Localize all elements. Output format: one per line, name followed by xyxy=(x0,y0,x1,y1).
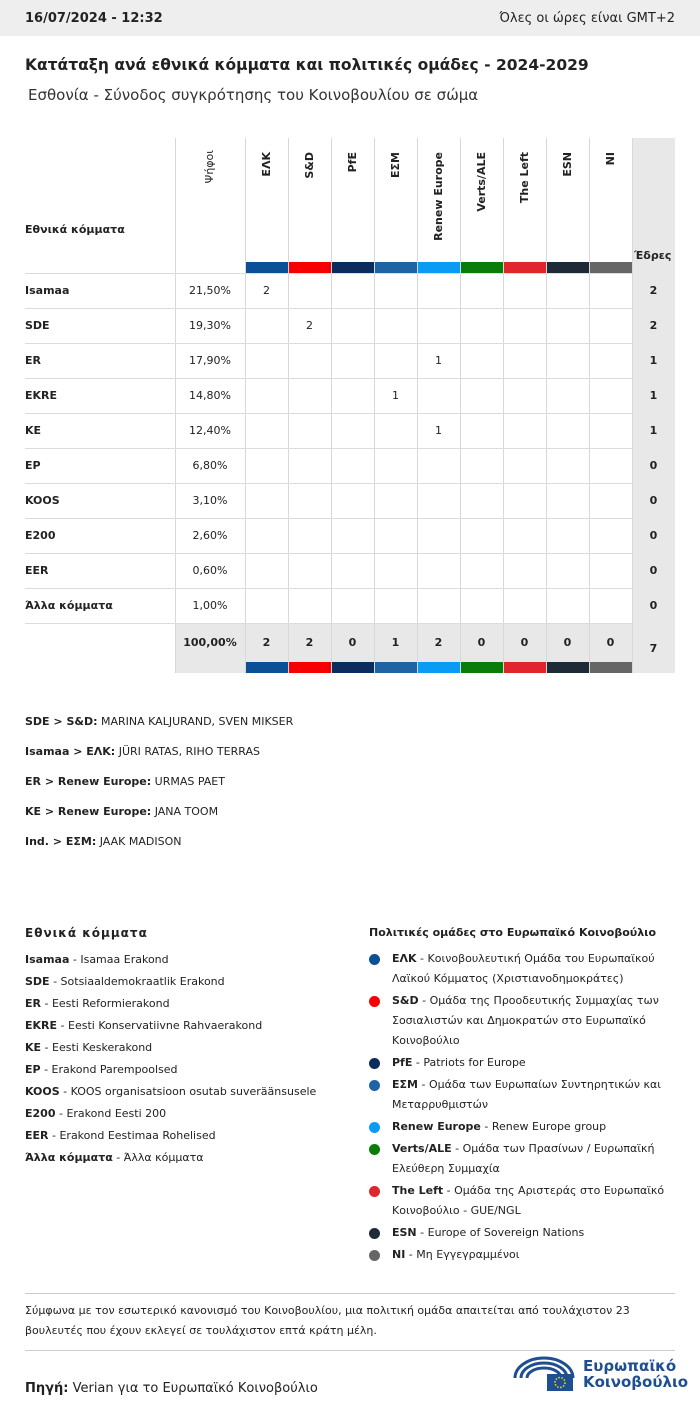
party-name: KE xyxy=(25,424,42,437)
group-header: NI xyxy=(604,152,617,166)
table-row xyxy=(25,483,675,518)
legend-abbr: Isamaa xyxy=(25,953,70,966)
group-seats xyxy=(374,588,417,623)
legend-abbr: EER xyxy=(25,1129,49,1142)
logo-line2: Κοινοβούλιο xyxy=(583,1373,689,1391)
party-name: EKRE xyxy=(25,389,58,402)
group-dot-icon xyxy=(369,1144,380,1155)
vote-share: 12,40% xyxy=(189,424,231,437)
mep-names: JANA TOOM xyxy=(154,805,219,818)
group-seats xyxy=(546,448,589,483)
group-seats xyxy=(331,308,374,343)
group-total: 0 xyxy=(520,636,529,649)
group-color-bar xyxy=(503,662,546,673)
group-seats xyxy=(503,378,546,413)
group-seats xyxy=(245,448,288,483)
legend-abbr: EKRE xyxy=(25,1019,58,1032)
legend-item xyxy=(369,1139,669,1179)
legend-name: Patriots for Europe xyxy=(423,1056,526,1069)
group-color-bar xyxy=(546,262,589,273)
group-header: Renew Europe xyxy=(432,152,445,241)
group-seats xyxy=(460,273,503,308)
group-seats xyxy=(417,588,460,623)
legend-item xyxy=(369,1181,669,1221)
legend-name: Ομάδα της Προοδευτικής Συμμαχίας των Σοσιαλιστών και Δημοκρατών στο Ευρωπαϊκό Κοινοβούλιο xyxy=(392,994,659,1047)
mep-key: KE > Renew Europe: xyxy=(25,805,152,818)
group-seats: 1 xyxy=(435,424,442,437)
legend-item: SDE - Sotsiaaldemokraatlik Erakond xyxy=(25,975,225,988)
group-seats xyxy=(245,553,288,588)
page-subtitle: Εσθονία - Σύνοδος συγκρότησης του Κοινοβουλίου σε σώμα xyxy=(28,86,479,104)
group-dot-icon xyxy=(369,996,380,1007)
group-header: ΕΛΚ xyxy=(260,152,273,177)
group-seats xyxy=(374,518,417,553)
group-seats xyxy=(245,483,288,518)
legend-name: Erakond Parempoolsed xyxy=(51,1063,178,1076)
legend-name: Renew Europe group xyxy=(491,1120,607,1133)
group-seats xyxy=(374,308,417,343)
legend-abbr: SDE xyxy=(25,975,50,988)
grand-total-seats: 7 xyxy=(649,641,658,655)
group-dot-icon xyxy=(369,954,380,965)
party-name: EER xyxy=(25,564,49,577)
group-seats xyxy=(245,308,288,343)
legend-name: Erakond Eestimaa Rohelised xyxy=(59,1129,216,1142)
page-title: Κατάταξη ανά εθνικά κόμματα και πολιτικές ομάδες - 2024-2029 xyxy=(25,56,589,74)
legend-item xyxy=(369,949,669,989)
group-color-bar xyxy=(460,262,503,273)
group-color-bar xyxy=(331,662,374,673)
mep-key: SDE > S&D: xyxy=(25,715,98,728)
mep-entry xyxy=(25,745,260,758)
group-header: S&D xyxy=(303,152,316,179)
group-seats xyxy=(546,518,589,553)
group-seats xyxy=(374,483,417,518)
group-dot-icon xyxy=(369,1122,380,1133)
legend-text: NI - Μη Εγγεγραμμένοι xyxy=(392,1248,520,1261)
legend-item xyxy=(369,1075,669,1115)
group-color-bar xyxy=(331,262,374,273)
legend-text: Renew Europe - Renew Europe group xyxy=(392,1120,607,1133)
group-seats xyxy=(589,273,632,308)
source-label: Πηγή: xyxy=(25,1381,69,1396)
legend-abbr: The Left xyxy=(392,1184,444,1197)
group-seats xyxy=(460,483,503,518)
legend-item: EKRE - Eesti Konservatiivne Rahvaerakond xyxy=(25,1019,263,1032)
vote-share: 0,60% xyxy=(192,564,228,577)
total-votes: 100,00% xyxy=(183,636,237,649)
total-seats: 0 xyxy=(649,494,658,507)
group-seats xyxy=(546,343,589,378)
group-seats xyxy=(546,588,589,623)
group-seats xyxy=(288,553,331,588)
legend-text: ΕΣΜ - Ομάδα των Ευρωπαίων Συντηρητικών και Μεταρρυθμιστών xyxy=(392,1078,661,1111)
total-seats: 0 xyxy=(649,529,658,542)
party-name: EP xyxy=(25,459,41,472)
group-total: 2 xyxy=(262,636,271,649)
legend-text: ΕΛΚ - Κοινοβουλευτική Ομάδα του Ευρωπαϊκού Λαϊκού Κόμματος (Χριστιανοδημοκράτες) xyxy=(392,952,655,985)
group-total: 2 xyxy=(305,636,314,649)
legend-abbr: ΕΛΚ xyxy=(392,952,417,965)
group-total: 1 xyxy=(391,636,400,649)
group-seats xyxy=(460,553,503,588)
group-seats xyxy=(288,343,331,378)
vote-share: 14,80% xyxy=(189,389,231,402)
group-color-bar xyxy=(417,662,460,673)
legend-item: Isamaa - Isamaa Erakond xyxy=(25,953,169,966)
legend-abbr: ΕΣΜ xyxy=(392,1078,418,1091)
legend-item xyxy=(369,1223,669,1243)
mep-key: ER > Renew Europe: xyxy=(25,775,152,788)
group-color-bar xyxy=(245,662,288,673)
group-seats xyxy=(589,413,632,448)
group-header: PfE xyxy=(346,152,359,173)
mep-entry xyxy=(25,835,181,848)
group-seats xyxy=(417,483,460,518)
group-seats xyxy=(589,378,632,413)
group-seats xyxy=(245,413,288,448)
group-seats xyxy=(589,448,632,483)
group-seats xyxy=(245,588,288,623)
group-header: ΕΣΜ xyxy=(389,152,402,178)
legend-text: PfE - Patriots for Europe xyxy=(392,1056,526,1069)
footnote: Σύμφωνα με τον εσωτερικό κανονισμό του Κοινοβουλίου, μια πολιτική ομάδα απαιτείται από τουλάχιστον 23 βουλευτές που έχουν εκλεγεί σε τουλάχιστον επτά κράτη μέλη. xyxy=(25,1293,675,1351)
legend-item: EER - Erakond Eestimaa Rohelised xyxy=(25,1129,216,1142)
group-seats xyxy=(589,343,632,378)
group-seats xyxy=(417,378,460,413)
group-seats xyxy=(589,588,632,623)
mep-key: Isamaa > ΕΛΚ: xyxy=(25,745,116,758)
total-seats: 1 xyxy=(649,389,658,402)
group-seats xyxy=(245,343,288,378)
legend-abbr: Άλλα κόμματα xyxy=(25,1151,113,1164)
group-seats xyxy=(417,448,460,483)
group-seats xyxy=(245,378,288,413)
top-bar xyxy=(0,0,700,36)
table-row xyxy=(25,553,675,588)
group-seats xyxy=(374,343,417,378)
group-header: ESN xyxy=(561,152,574,177)
mep-entry xyxy=(25,715,293,728)
group-seats xyxy=(331,448,374,483)
group-seats xyxy=(331,343,374,378)
timezone-note: Όλες οι ώρες είναι GMT+2 xyxy=(499,10,675,26)
party-name: ER xyxy=(25,354,41,367)
group-seats xyxy=(374,273,417,308)
vote-share: 17,90% xyxy=(189,354,231,367)
group-seats xyxy=(288,378,331,413)
group-seats xyxy=(331,483,374,518)
legend-item: EP - Erakond Parempoolsed xyxy=(25,1063,178,1076)
legend-text: Verts/ALE - Ομάδα των Πρασίνων / Ευρωπαϊκή Ελεύθερη Συμμαχία xyxy=(392,1142,655,1175)
group-color-bar xyxy=(503,262,546,273)
legend-name: Κοινοβουλευτική Ομάδα του Ευρωπαϊκού Λαϊκού Κόμματος (Χριστιανοδημοκράτες) xyxy=(392,952,655,985)
group-seats xyxy=(374,448,417,483)
legend-item: KOOS - KOOS organisatsioon osutab suveräänsusele xyxy=(25,1085,317,1098)
total-seats: 0 xyxy=(649,459,658,472)
legend-abbr: NI xyxy=(392,1248,406,1261)
group-color-bar xyxy=(417,262,460,273)
mep-entry xyxy=(25,805,218,818)
group-dot-icon xyxy=(369,1080,380,1091)
group-seats xyxy=(331,378,374,413)
table-row xyxy=(25,413,675,448)
total-seats: 0 xyxy=(649,564,658,577)
group-total: 2 xyxy=(434,636,443,649)
legend-abbr: ESN xyxy=(392,1226,417,1239)
legend-name: Άλλα κόμματα xyxy=(123,1151,204,1164)
group-seats xyxy=(503,448,546,483)
group-color-bar xyxy=(589,662,632,673)
group-seats: 1 xyxy=(435,354,442,367)
table-row xyxy=(25,308,675,343)
ep-logo xyxy=(513,1356,688,1392)
group-seats xyxy=(546,483,589,518)
table-row xyxy=(25,448,675,483)
table-row xyxy=(25,343,675,378)
group-seats xyxy=(245,518,288,553)
mep-entry xyxy=(25,775,225,788)
total-seats: 1 xyxy=(649,354,658,367)
group-seats xyxy=(589,483,632,518)
legend-abbr: S&D xyxy=(392,994,419,1007)
legend-name: Sotsiaaldemokraatlik Erakond xyxy=(60,975,225,988)
legend-item: KE - Eesti Keskerakond xyxy=(25,1041,153,1054)
vote-share: 1,00% xyxy=(192,599,228,612)
legend-item xyxy=(369,1117,669,1137)
group-seats xyxy=(546,273,589,308)
party-header: Εθνικά κόμματα xyxy=(25,223,125,236)
legend-name: Europe of Sovereign Nations xyxy=(427,1226,585,1239)
legend-item: Άλλα κόμματα - Άλλα κόμματα xyxy=(25,1151,204,1164)
group-seats xyxy=(460,518,503,553)
legend-item: ER - Eesti Reformierakond xyxy=(25,997,170,1010)
legend-abbr: Renew Europe xyxy=(392,1120,481,1133)
legend-name: Erakond Eesti 200 xyxy=(66,1107,167,1120)
group-seats xyxy=(503,518,546,553)
group-seats xyxy=(503,413,546,448)
legend-name: Μη Εγγεγραμμένοι xyxy=(416,1248,520,1261)
legend-text: The Left - Ομάδα της Αριστεράς στο Ευρωπαϊκό Κοινοβούλιο - GUE/NGL xyxy=(392,1184,665,1217)
group-seats xyxy=(503,483,546,518)
group-seats xyxy=(546,553,589,588)
group-seats xyxy=(589,308,632,343)
group-seats xyxy=(503,553,546,588)
group-seats xyxy=(288,273,331,308)
legend-abbr: EP xyxy=(25,1063,41,1076)
group-color-bar xyxy=(460,662,503,673)
group-seats xyxy=(503,588,546,623)
group-seats xyxy=(589,553,632,588)
group-color-bar xyxy=(288,262,331,273)
group-color-bar xyxy=(245,262,288,273)
group-color-bar xyxy=(288,662,331,673)
table-row xyxy=(25,378,675,413)
logo-line1: Ευρωπαϊκό xyxy=(583,1357,677,1375)
legend-title: Εθνικά κόμματα xyxy=(25,926,148,940)
legend-abbr: ER xyxy=(25,997,41,1010)
legend-title: Πολιτικές ομάδες στο Ευρωπαϊκό Κοινοβούλιο xyxy=(369,926,657,939)
group-seats xyxy=(503,343,546,378)
political-groups-legend xyxy=(369,926,669,1267)
legend-name: Isamaa Erakond xyxy=(80,953,169,966)
legend-abbr: PfE xyxy=(392,1056,413,1069)
legend-abbr: KE xyxy=(25,1041,42,1054)
table-row xyxy=(25,588,675,623)
legend-abbr: E200 xyxy=(25,1107,56,1120)
group-seats xyxy=(331,588,374,623)
legend-item xyxy=(369,991,669,1051)
group-seats xyxy=(331,553,374,588)
legend-name: Ομάδα των Ευρωπαίων Συντηρητικών και Μεταρρυθμιστών xyxy=(392,1078,661,1111)
group-seats xyxy=(417,273,460,308)
total-seats: 0 xyxy=(649,599,658,612)
mep-names: MARINA KALJURAND, SVEN MIKSER xyxy=(101,715,294,728)
table-row xyxy=(25,273,675,308)
vote-share: 2,60% xyxy=(192,529,228,542)
group-seats xyxy=(417,518,460,553)
legend-name: Eesti Keskerakond xyxy=(52,1041,153,1054)
group-dot-icon xyxy=(369,1058,380,1069)
group-seats xyxy=(460,588,503,623)
group-dot-icon xyxy=(369,1250,380,1261)
group-seats xyxy=(546,308,589,343)
source xyxy=(25,1381,318,1396)
group-seats xyxy=(460,308,503,343)
vote-share: 19,30% xyxy=(189,319,231,332)
total-seats: 1 xyxy=(649,424,658,437)
group-color-bar xyxy=(546,662,589,673)
legend-item xyxy=(369,1053,669,1073)
parliament-logo-icon xyxy=(513,1356,575,1392)
group-seats xyxy=(331,518,374,553)
mep-key: Ind. > ΕΣΜ: xyxy=(25,835,97,848)
group-seats xyxy=(288,483,331,518)
group-total: 0 xyxy=(563,636,572,649)
group-color-bar xyxy=(374,662,417,673)
legend-abbr: KOOS xyxy=(25,1085,60,1098)
group-seats xyxy=(546,378,589,413)
table-row xyxy=(25,518,675,553)
legend-item: E200 - Erakond Eesti 200 xyxy=(25,1107,167,1120)
mep-names: JAAK MADISON xyxy=(99,835,182,848)
group-seats xyxy=(460,343,503,378)
group-seats xyxy=(288,588,331,623)
seats-header: Έδρες xyxy=(634,249,672,262)
group-seats xyxy=(374,413,417,448)
total-seats: 2 xyxy=(649,319,658,332)
vote-share: 21,50% xyxy=(189,284,231,297)
legend-name: Eesti Reformierakond xyxy=(51,997,170,1010)
party-name: KOOS xyxy=(25,494,60,507)
group-seats xyxy=(546,413,589,448)
group-seats xyxy=(374,553,417,588)
group-seats xyxy=(589,518,632,553)
mep-names: URMAS PAET xyxy=(154,775,225,788)
group-seats xyxy=(503,308,546,343)
group-seats xyxy=(460,413,503,448)
group-seats: 1 xyxy=(392,389,399,402)
group-color-bar xyxy=(589,262,632,273)
legend-name: Ομάδα των Πρασίνων / Ευρωπαϊκή Ελεύθερη Συμμαχία xyxy=(392,1142,655,1175)
legend-item xyxy=(369,1245,669,1265)
group-total: 0 xyxy=(477,636,486,649)
legend-text: S&D - Ομάδα της Προοδευτικής Συμμαχίας των Σοσιαλιστών και Δημοκρατών στο Ευρωπαϊκό Κοινοβούλιο xyxy=(392,994,659,1047)
group-dot-icon xyxy=(369,1228,380,1239)
group-color-bar xyxy=(374,262,417,273)
group-total: 0 xyxy=(348,636,357,649)
timestamp: 16/07/2024 - 12:32 xyxy=(25,10,163,26)
legend-abbr: Verts/ALE xyxy=(392,1142,452,1155)
group-header: The Left xyxy=(518,152,531,204)
legend-name: KOOS organisatsioon osutab suveräänsusele xyxy=(70,1085,317,1098)
party-name: SDE xyxy=(25,319,50,332)
group-seats xyxy=(288,413,331,448)
group-header: Verts/ALE xyxy=(475,152,488,212)
legend-name: Eesti Konservatiivne Rahvaerakond xyxy=(68,1019,263,1032)
source-value: Verian για το Ευρωπαϊκό Κοινοβούλιο xyxy=(72,1381,318,1396)
group-seats xyxy=(288,448,331,483)
party-name: E200 xyxy=(25,529,56,542)
vote-share: 6,80% xyxy=(192,459,228,472)
group-seats: 2 xyxy=(263,284,270,297)
group-seats xyxy=(331,413,374,448)
group-seats xyxy=(331,273,374,308)
national-parties-legend xyxy=(25,926,345,1169)
group-seats xyxy=(417,308,460,343)
total-seats: 2 xyxy=(649,284,658,297)
group-dot-icon xyxy=(369,1186,380,1197)
votes-header: Ψήφοι xyxy=(203,150,216,184)
group-seats xyxy=(503,273,546,308)
party-name: Άλλα κόμματα xyxy=(25,599,113,612)
legend-name: Ομάδα της Αριστεράς στο Ευρωπαϊκό Κοινοβούλιο - GUE/NGL xyxy=(392,1184,665,1217)
group-seats: 2 xyxy=(306,319,313,332)
group-total: 0 xyxy=(606,636,615,649)
group-seats xyxy=(288,518,331,553)
mep-names: JÜRI RATAS, RIHO TERRAS xyxy=(118,745,260,758)
party-name: Isamaa xyxy=(25,284,70,297)
group-seats xyxy=(460,448,503,483)
group-seats xyxy=(460,378,503,413)
legend-text: ESN - Europe of Sovereign Nations xyxy=(392,1226,585,1239)
group-seats xyxy=(417,553,460,588)
vote-share: 3,10% xyxy=(192,494,228,507)
